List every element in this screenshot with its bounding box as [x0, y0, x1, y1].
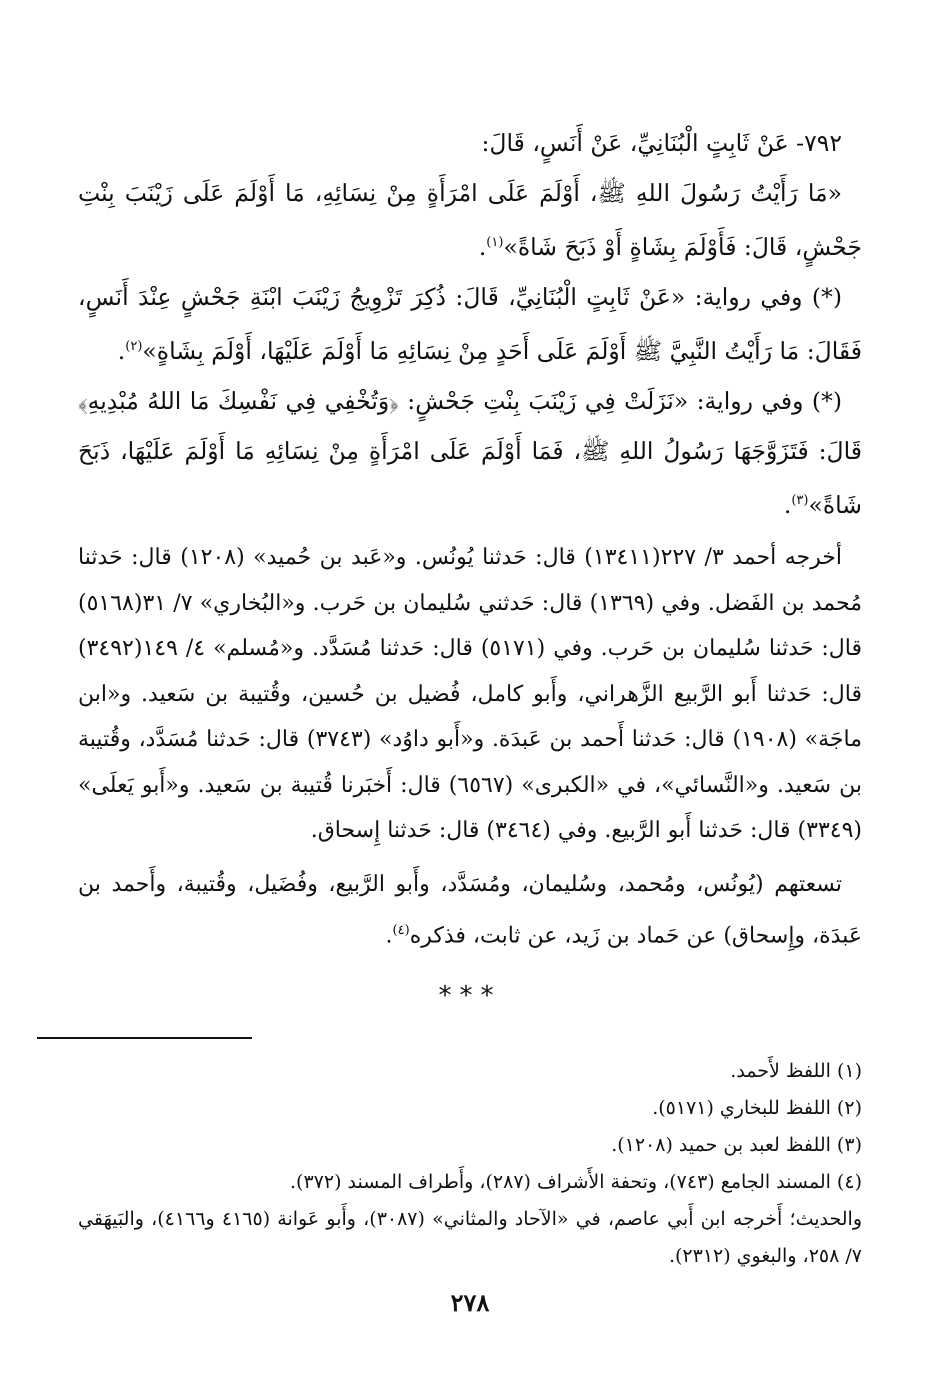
page-body — [78, 118, 862, 1383]
page-number: ٢٧٨ — [450, 1288, 490, 1317]
footnote-1: (١) اللفظ لأَحمد. — [730, 1060, 862, 1083]
summary-text: تسعتهم (يُونُس، ومُحمد، وسُليمان، ومُسَدَّد، وأَبو الرَّبيع، وفُضَيل، وقُتيبة، وأَحمد بن عَبدَة، وإِسحاق) عن حَماد بن زَيد، عن ثابت، فذكره — [78, 871, 862, 949]
variant-narration-2: (*) وفي رواية: «نَزَلَتْ فِي زَيْنَبَ بِنْتِ جَحْشٍ: ﴿وَتُخْفِي فِي نَفْسِكَ مَا اللهُ مُبْدِيهِ﴾ قَالَ: فَتَزَوَّجَهَا رَسُولُ اللهِ ﷺ، فَمَا أَوْلَمَ عَلَى امْرَأَةٍ مِنْ نِسَائِهِ مَا أَوْلَمَ عَلَيْهَا، ذَبَحَ شَاةً»$^{(٣)}$. — [78, 386, 862, 519]
footnote-4: (٤) المسند الجامع (٧٤٣)، وتحفة الأَشراف (٢٨٧)، وأَطراف المسند (٣٧٢). — [290, 1171, 862, 1194]
hadith-heading: ٧٩٢- عَنْ ثَابِتٍ الْبُنَانِيِّ، عَنْ أَنَسٍ، قَالَ: — [481, 129, 842, 157]
hadith-text-body: «مَا رَأَيْتُ رَسُولَ اللهِ ﷺ، أَوْلَمَ عَلَى امْرَأَةٍ مِنْ نِسَائِهِ، مَا أَوْلَمَ عَلَى زَيْنَبَ بِنْتِ جَحْشٍ، قَالَ: فَأَوْلَمَ بِشَاةٍ أَوْ ذَبَحَ شَاةً» — [78, 179, 862, 261]
section-separator: *** — [438, 981, 502, 1012]
footnote-2: (٢) اللفظ للبخاري (٥١٧١). — [652, 1097, 862, 1120]
variant-narration-1: (*) وفي رواية: «عَنْ ثَابِتٍ الْبُنَانِيِّ، قَالَ: ذُكِرَ تَزْوِيجُ زَيْنَبَ ابْنَةِ جَحْشٍ عِنْدَ أَنَسٍ، فَقَالَ: مَا رَأَيْتُ النَّبِيَّ ﷺ أَوْلَمَ عَلَى أَحَدٍ مِنْ نِسَائِهِ مَا أَوْلَمَ عَلَيْهَا، أَوْلَمَ بِشَاةٍ»$^{(٢)}$. — [78, 282, 862, 365]
variant-2-text: (*) وفي رواية: «نَزَلَتْ فِي زَيْنَبَ بِنْتِ جَحْشٍ: ﴿وَتُخْفِي فِي نَفْسِكَ مَا اللهُ مُبْدِيهِ﴾ قَالَ: فَتَزَوَّجَهَا رَسُولُ اللهِ ﷺ، فَمَا أَوْلَمَ عَلَى امْرَأَةٍ مِنْ نِسَائِهِ مَا أَوْلَمَ عَلَيْهَا، ذَبَحَ شَاةً» — [78, 386, 862, 519]
footnote-ref-1[interactable]: (١) — [486, 235, 504, 250]
variant-1-text: (*) وفي رواية: «عَنْ ثَابِتٍ الْبُنَانِيِّ، قَالَ: ذُكِرَ تَزْوِيجُ زَيْنَبَ ابْنَةِ جَحْشٍ عِنْدَ أَنَسٍ، فَقَالَ: مَا رَأَيْتُ النَّبِيَّ ﷺ أَوْلَمَ عَلَى أَحَدٍ مِنْ نِسَائِهِ مَا أَوْلَمَ عَلَيْهَا، أَوْلَمَ بِشَاةٍ» — [78, 282, 862, 365]
takhrij-paragraph: أخرجه أحمد ٣/ ٢٢٧(١٣٤١١) قال: حَدثنا يُونُس. و«عَبد بن حُميد» (١٢٠٨) قال: حَدثنا مُحمد بن الفَضل. وفي (١٣٦٩) قال: حَدثني سُليمان بن حَرب. و«البُخاري» ٧/ ٣١(٥١٦٨) قال: حَدثنا سُليمان بن حَرب. وفي (٥١٧١) قال: حَدثنا مُسَدَّد. و«مُسلم» ٤/ ١٤٩(٣٤٩٢) قال: حَدثنا أَبو الرَّبيع الزَّهراني، وأَبو كامل، فُضيل بن حُسين، وقُتيبة بن سَعيد. و«ابن ماجَة» (١٩٠٨) قال: حَدثنا أَحمد بن عَبدَة. و«أَبو داوُد» (٣٧٤٣) قال: حَدثنا مُسَدَّد، وقُتيبة بن سَعيد. و«النَّسائي»، في «الكبرى» (٦٥٦٧) قال: أَخبَرنا قُتيبة بن سَعيد. و«أَبو يَعلَى» (٣٣٤٩) قال: حَدثنا أَبو الرَّبيع. وفي (٣٤٦٤) قال: حَدثنا إِسحاق. — [78, 545, 863, 844]
footnote-4-continuation: والحديث؛ أَخرجه ابن أَبي عاصم، في «الآحاد والمثاني» (٣٠٨٧)، وأَبو عَوانة (٤١٦٥ و٤١٦٦)، والبَيهَقي ٧/ ٢٥٨، والبغوي (٢٣١٢). — [78, 1208, 862, 1268]
footnote-3: (٣) اللفظ لعبد بن حميد (١٢٠٨). — [611, 1134, 862, 1157]
summary-paragraph: تسعتهم (يُونُس، ومُحمد، وسُليمان، ومُسَدَّد، وأَبو الرَّبيع، وفُضَيل، وقُتيبة، وأَحمد بن عَبدَة، وإِسحاق) عن حَماد بن زَيد، عن ثابت، فذكره$^{(٤)}$. — [78, 871, 862, 949]
footnote-ref-4[interactable]: (٤) — [392, 922, 410, 938]
footnote-ref-3[interactable]: (٣) — [791, 492, 809, 508]
hadith-text: «مَا رَأَيْتُ رَسُولَ اللهِ ﷺ، أَوْلَمَ عَلَى امْرَأَةٍ مِنْ نِسَائِهِ، مَا أَوْلَمَ عَلَى زَيْنَبَ بِنْتِ جَحْشٍ، قَالَ: فَأَوْلَمَ بِشَاةٍ أَوْ ذَبَحَ شَاةً»$^{(١)}$. — [78, 179, 862, 261]
footnote-ref-2[interactable]: (٢) — [125, 338, 143, 354]
footnote-divider — [37, 1037, 252, 1039]
footnotes — [78, 1053, 862, 1275]
